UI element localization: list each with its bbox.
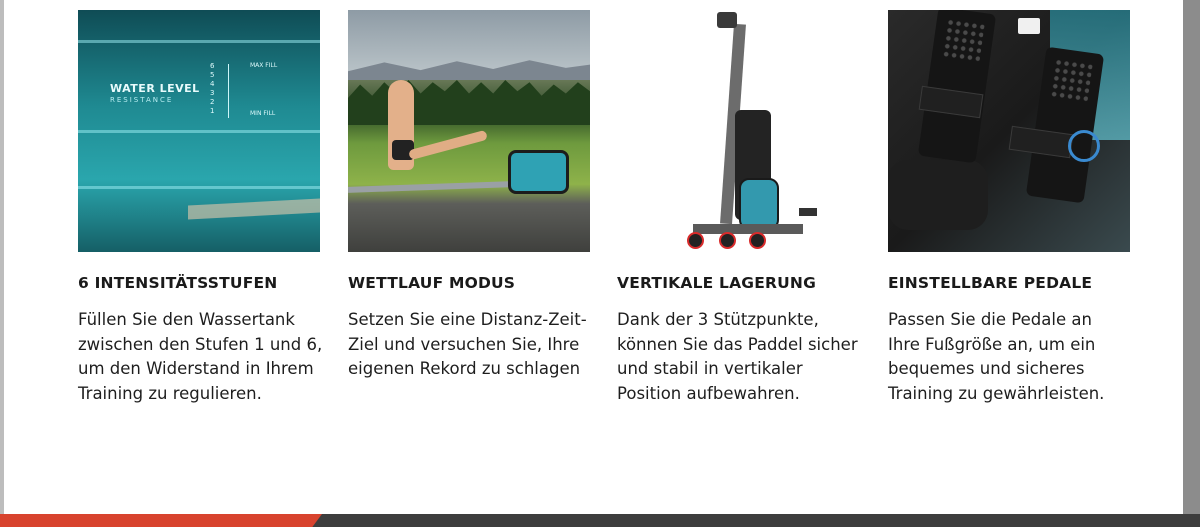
support-point-icon (687, 232, 704, 249)
water-tank-photo (78, 10, 320, 252)
support-point-icon (719, 232, 736, 249)
min-fill-label: MIN FILL (250, 110, 276, 117)
page-left-border (0, 0, 4, 527)
water-level-label: WATER LEVEL (110, 82, 200, 95)
brand-logo (1018, 18, 1040, 34)
max-fill-label: MAX FILL (250, 62, 278, 69)
resistance-label: RESISTANCE (110, 96, 174, 104)
feature-race-mode (348, 10, 593, 382)
feature-intensity-levels (78, 10, 323, 406)
feature-description: Füllen Sie den Wassertank zwischen den Stufen 1 und 6, um den Widerstand in Ihrem Training zu regulieren. (78, 310, 323, 403)
feature-description: Setzen Sie eine Distanz-Zeit- Ziel und versuchen Sie, Ihre eigenen Rekord zu schlagen (348, 310, 587, 378)
strap-loop-icon (1068, 130, 1100, 162)
page-right-border (1183, 0, 1200, 527)
feature-title: VERTIKALE LAGERUNG (617, 274, 817, 292)
feature-title: 6 INTENSITÄTSSTUFEN (78, 274, 278, 292)
feature-description: Passen Sie die Pedale an Ihre Fußgröße an, um ein bequemes und sicheres Training zu gewährleisten. (888, 310, 1105, 403)
vertical-storage-photo (617, 10, 859, 252)
footer-accent-bar (0, 514, 322, 527)
feature-vertical-storage (617, 10, 862, 406)
pedals-photo (888, 10, 1130, 252)
feature-title: EINSTELLBARE PEDALE (888, 274, 1093, 292)
water-level-scale: 6 5 4 3 2 1 (210, 62, 215, 115)
feature-description: Dank der 3 Stützpunkte, können Sie das Paddel sicher und stabil in vertikaler Position aufbewahren. (617, 310, 858, 403)
outdoor-rowing-photo (348, 10, 590, 252)
feature-adjustable-pedals (888, 10, 1133, 406)
feature-title: WETTLAUF MODUS (348, 274, 516, 292)
support-point-icon (749, 232, 766, 249)
